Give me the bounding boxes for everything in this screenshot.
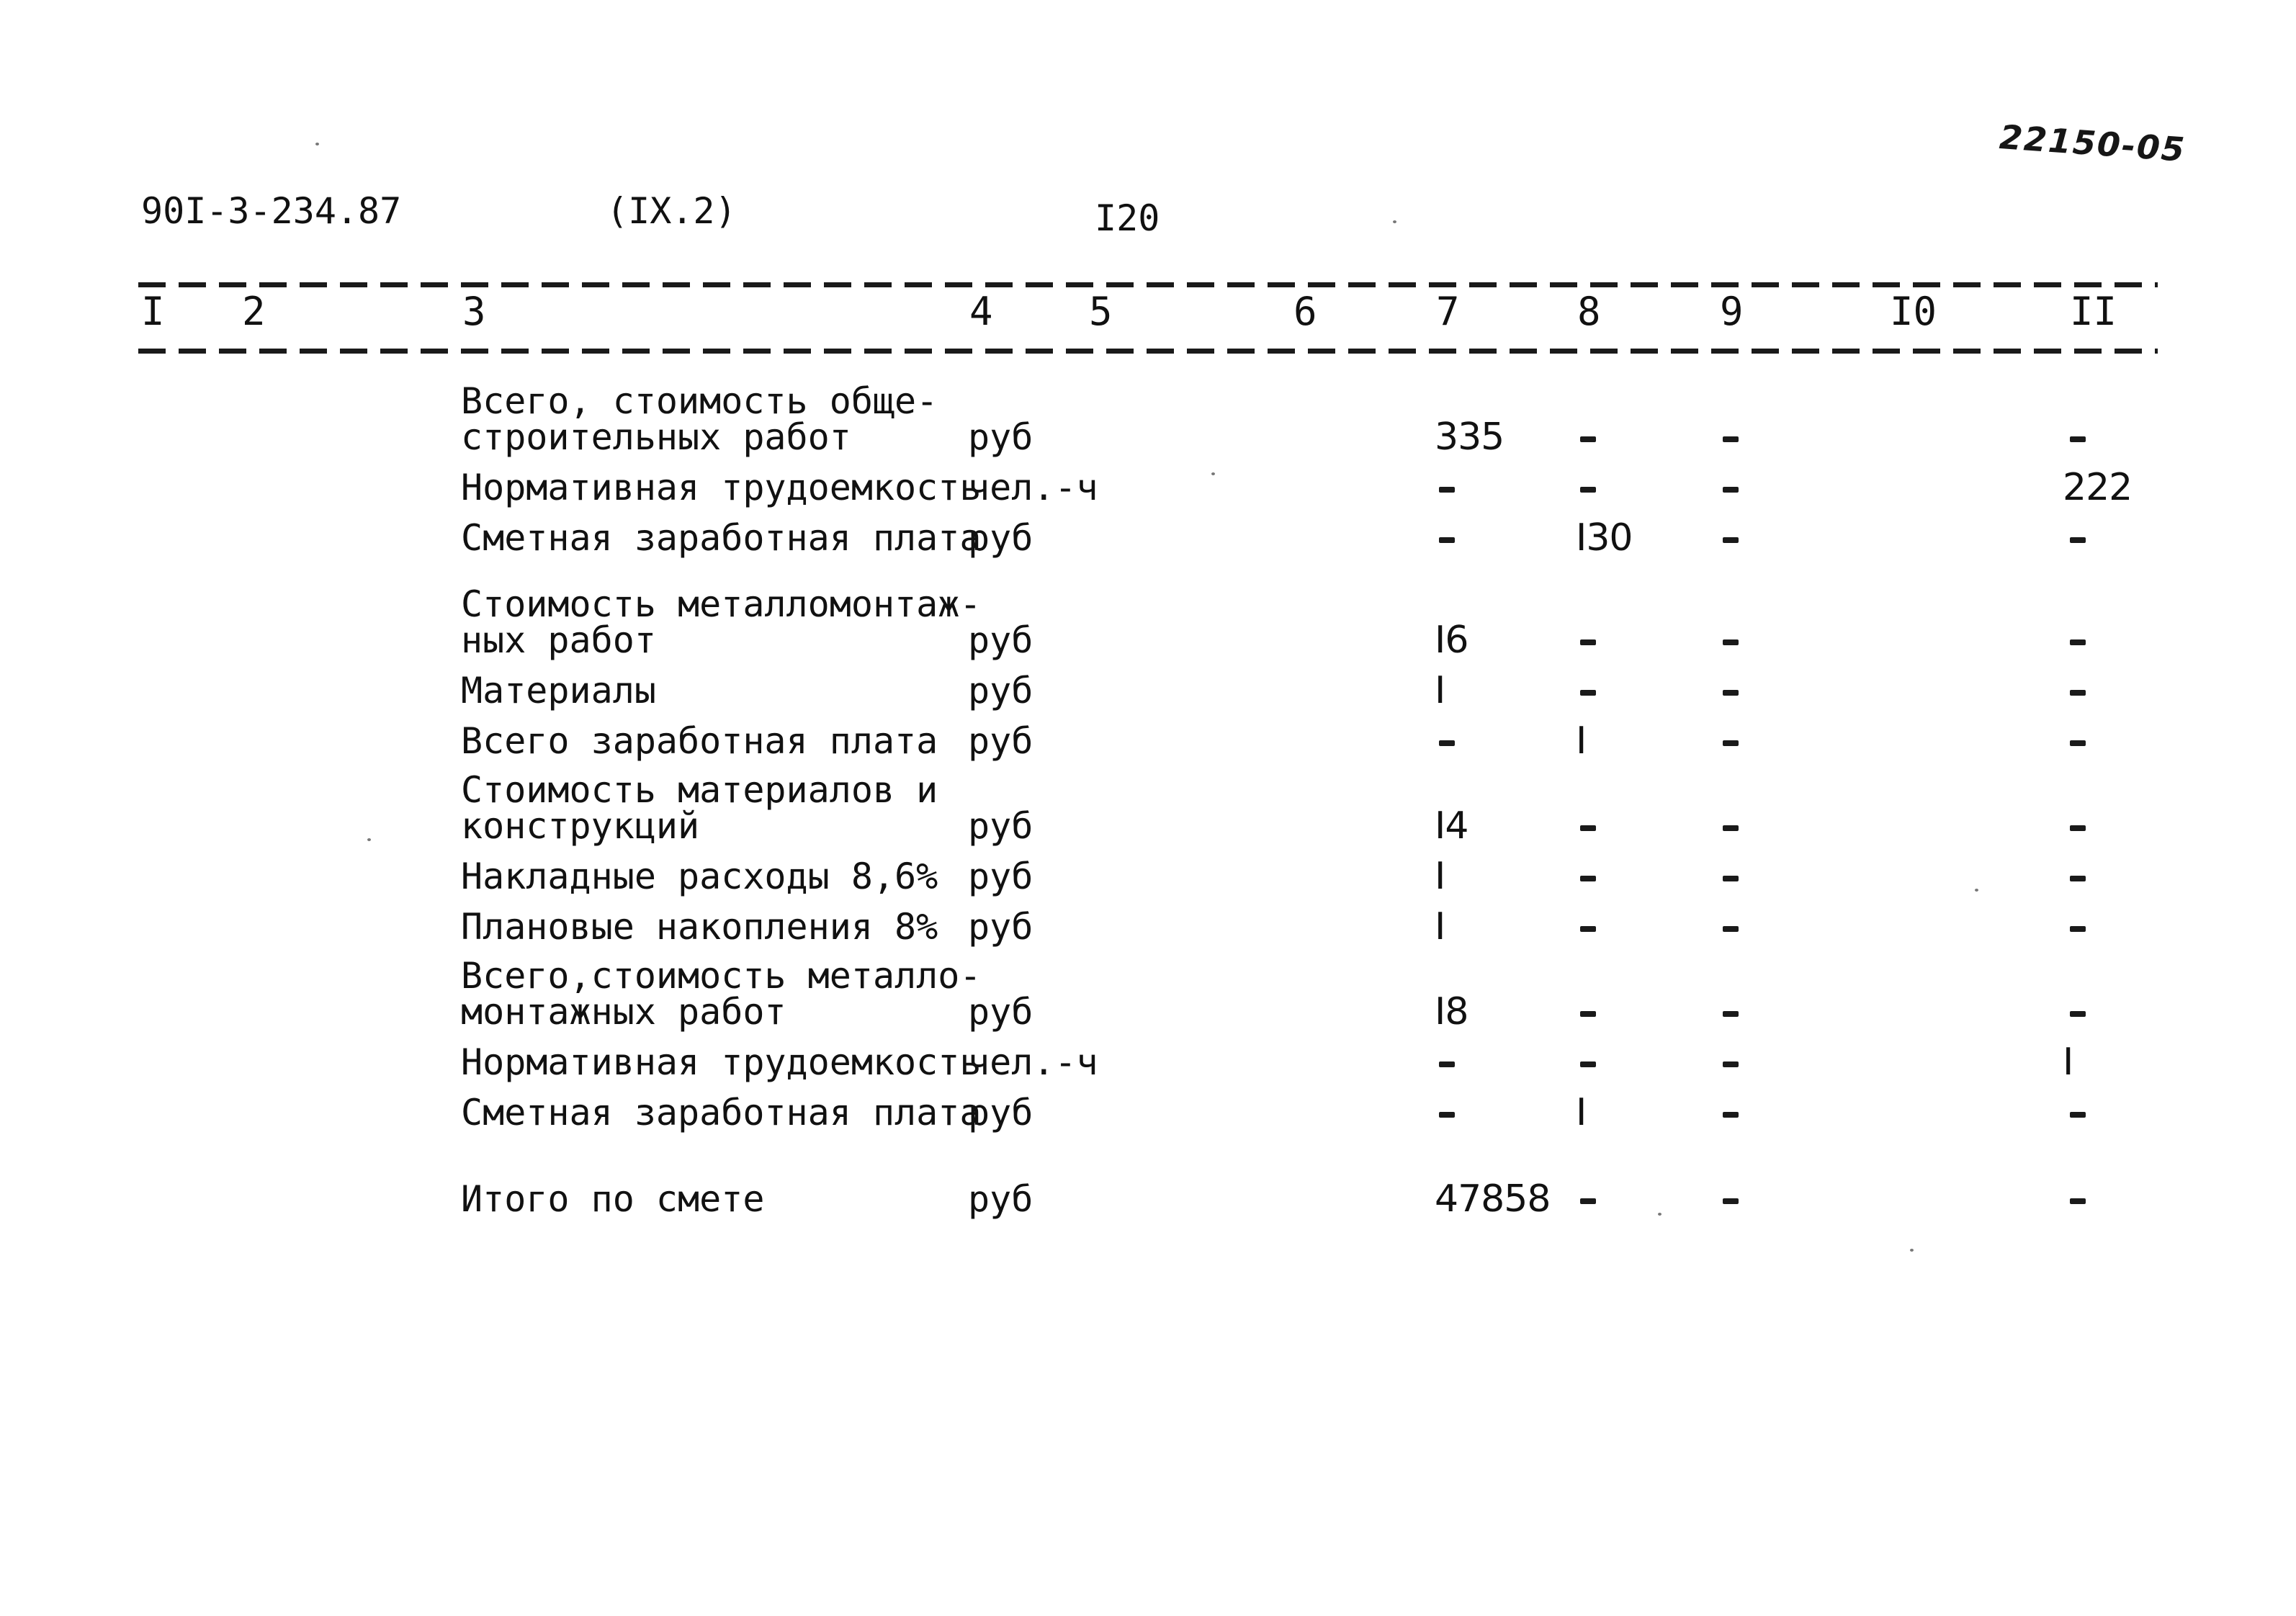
row-cell-col-9-dash bbox=[1723, 876, 1739, 881]
handwritten-reference: 22150-05 bbox=[1998, 117, 2187, 169]
row-cell-col-11-dash bbox=[2070, 1198, 2086, 1204]
table-top-rule bbox=[138, 282, 2158, 287]
row-unit: руб bbox=[968, 856, 1033, 897]
row-cell-col-8-dash bbox=[1580, 1011, 1596, 1017]
row-unit: чел.-ч bbox=[968, 1041, 1098, 1083]
row-cell-col-11-dash bbox=[2070, 926, 2086, 932]
row-cell-col-11-dash bbox=[2070, 825, 2086, 831]
scan-speck bbox=[315, 143, 319, 145]
row-cell-col-7: I bbox=[1435, 855, 1445, 898]
row-unit: руб bbox=[968, 670, 1033, 712]
column-header-8: 8 bbox=[1577, 289, 1601, 334]
column-header-1: I bbox=[141, 289, 165, 334]
row-cell-col-9-dash bbox=[1723, 825, 1739, 831]
row-description: Сметная заработная плата bbox=[461, 517, 982, 559]
row-cell-col-11-dash bbox=[2070, 1112, 2086, 1118]
row-description: Всего,стоимость металло- монтажных работ bbox=[461, 955, 982, 1033]
row-cell-col-11-dash bbox=[2070, 876, 2086, 881]
table-header-rule bbox=[138, 349, 2158, 354]
row-cell-col-9-dash bbox=[1723, 740, 1739, 746]
row-cell-col-9-dash bbox=[1723, 639, 1739, 645]
row-cell-col-9-dash bbox=[1723, 537, 1739, 543]
column-header-10: I0 bbox=[1890, 289, 1937, 334]
row-cell-col-7-dash bbox=[1439, 1061, 1455, 1067]
row-cell-col-7-dash bbox=[1439, 740, 1455, 746]
row-cell-col-7: I4 bbox=[1435, 804, 1468, 848]
row-description: Итого по смете bbox=[461, 1178, 765, 1220]
row-cell-col-7: I8 bbox=[1435, 990, 1468, 1033]
column-header-9: 9 bbox=[1720, 289, 1744, 334]
row-cell-col-7-dash bbox=[1439, 537, 1455, 543]
column-header-5: 5 bbox=[1089, 289, 1113, 334]
row-cell-col-8-dash bbox=[1580, 825, 1596, 831]
row-description: Материалы bbox=[461, 670, 656, 712]
scan-speck bbox=[367, 838, 371, 841]
row-description: Сметная заработная плата bbox=[461, 1092, 982, 1134]
row-unit: чел.-ч bbox=[968, 467, 1098, 508]
row-unit: руб bbox=[968, 1092, 1033, 1134]
row-cell-col-8: I bbox=[1576, 1091, 1587, 1134]
row-cell-col-8-dash bbox=[1580, 639, 1596, 645]
row-cell-col-8-dash bbox=[1580, 690, 1596, 696]
column-header-2: 2 bbox=[242, 289, 266, 334]
document-code: 90I-3-234.87 bbox=[141, 190, 402, 232]
scan-speck bbox=[1658, 1213, 1662, 1216]
column-header-7: 7 bbox=[1436, 289, 1460, 334]
row-description: Плановые накопления 8% bbox=[461, 906, 938, 948]
row-cell-col-7: I bbox=[1435, 905, 1445, 948]
row-cell-col-7: 335 bbox=[1435, 416, 1504, 459]
row-cell-col-8-dash bbox=[1580, 1198, 1596, 1204]
row-cell-col-7-dash bbox=[1439, 1112, 1455, 1118]
row-cell-col-8: I bbox=[1576, 719, 1587, 763]
row-cell-col-7: I bbox=[1435, 669, 1445, 712]
row-unit: руб bbox=[968, 517, 1033, 559]
column-header-4: 4 bbox=[969, 289, 993, 334]
row-cell-col-8-dash bbox=[1580, 926, 1596, 932]
row-description: Стоимость материалов и конструкций bbox=[461, 769, 938, 847]
row-cell-col-7-dash bbox=[1439, 487, 1455, 493]
scan-speck bbox=[1211, 472, 1215, 475]
scan-speck bbox=[1910, 1249, 1914, 1252]
row-description: Всего заработная плата bbox=[461, 720, 938, 762]
row-cell-col-8-dash bbox=[1580, 436, 1596, 442]
column-header-11: II bbox=[2070, 289, 2117, 334]
row-cell-col-7: I6 bbox=[1435, 619, 1468, 662]
row-cell-col-11: I bbox=[2063, 1041, 2073, 1084]
row-cell-col-9-dash bbox=[1723, 926, 1739, 932]
row-cell-col-9-dash bbox=[1723, 1112, 1739, 1118]
row-unit: руб bbox=[968, 1178, 1033, 1220]
row-cell-col-9-dash bbox=[1723, 1061, 1739, 1067]
scan-speck bbox=[1393, 220, 1396, 223]
row-unit: руб bbox=[968, 805, 1033, 847]
row-cell-col-11-dash bbox=[2070, 690, 2086, 696]
row-unit: руб bbox=[968, 416, 1033, 458]
column-header-3: 3 bbox=[462, 289, 486, 334]
row-description: Нормативная трудоемкость bbox=[461, 467, 982, 508]
row-cell-col-11-dash bbox=[2070, 537, 2086, 543]
row-cell-col-11: 222 bbox=[2063, 466, 2133, 509]
document-section: (IX.2) bbox=[606, 190, 737, 232]
row-unit: руб bbox=[968, 991, 1033, 1033]
row-cell-col-8-dash bbox=[1580, 1061, 1596, 1067]
row-cell-col-11-dash bbox=[2070, 740, 2086, 746]
row-cell-col-9-dash bbox=[1723, 1011, 1739, 1017]
row-cell-col-11-dash bbox=[2070, 639, 2086, 645]
row-cell-col-11-dash bbox=[2070, 436, 2086, 442]
column-header-6: 6 bbox=[1293, 289, 1317, 334]
row-description: Стоимость металломонтаж- ных работ bbox=[461, 583, 982, 661]
row-description: Накладные расходы 8,6% bbox=[461, 856, 938, 897]
row-cell-col-8-dash bbox=[1580, 487, 1596, 493]
row-cell-col-11-dash bbox=[2070, 1011, 2086, 1017]
row-unit: руб bbox=[968, 720, 1033, 762]
scan-speck bbox=[1975, 889, 1978, 892]
row-cell-col-9-dash bbox=[1723, 436, 1739, 442]
row-cell-col-9-dash bbox=[1723, 690, 1739, 696]
row-cell-col-9-dash bbox=[1723, 1198, 1739, 1204]
row-description: Всего, стоимость обще- строительных работ bbox=[461, 380, 938, 458]
row-unit: руб bbox=[968, 619, 1033, 661]
row-cell-col-9-dash bbox=[1723, 487, 1739, 493]
row-unit: руб bbox=[968, 906, 1033, 948]
row-cell-col-8-dash bbox=[1580, 876, 1596, 881]
row-cell-col-8: I30 bbox=[1576, 516, 1633, 560]
row-cell-col-7: 47858 bbox=[1435, 1177, 1551, 1221]
page-number: I20 bbox=[1095, 197, 1160, 239]
row-description: Нормативная трудоемкость bbox=[461, 1041, 982, 1083]
